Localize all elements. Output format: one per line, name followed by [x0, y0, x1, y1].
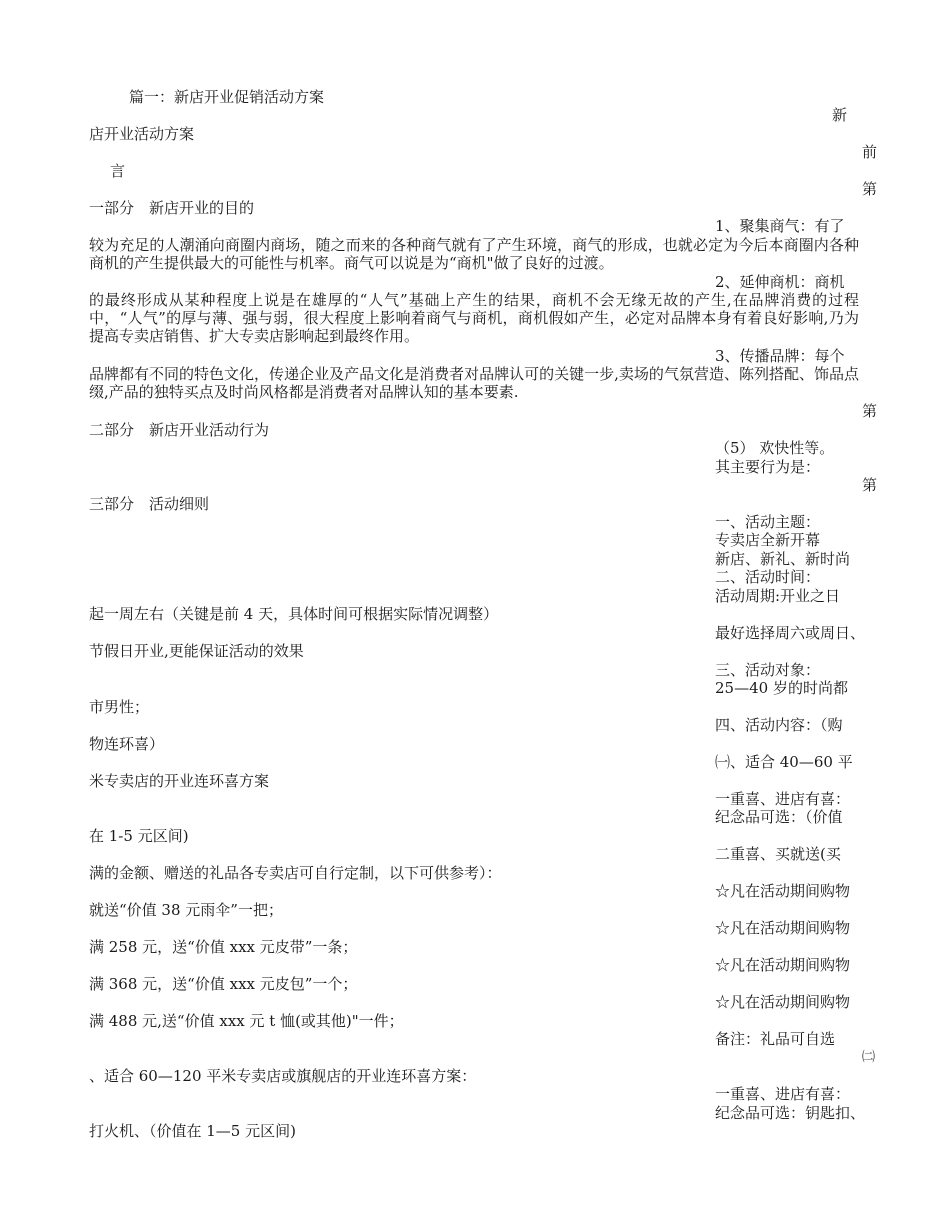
text-line: ☆凡在活动期间购物	[715, 882, 851, 900]
text-line: 新	[832, 106, 848, 124]
text-line: 前	[862, 143, 878, 161]
paragraph: 品牌都有不同的特色文化，传递企业及产品文化是消费者对品牌认可的关键一步,卖场的气氛营造、陈列搭配、饰品点缀,产品的独特买点及时尚风格都是消费者对品牌认知的基本要素.	[89, 365, 859, 401]
text-line: 三、活动对象：	[715, 661, 821, 679]
text-line: 市男性；	[89, 698, 150, 716]
section-heading: 一部分 新店开业的目的	[89, 199, 255, 217]
text-line: 物连环喜）	[89, 735, 165, 753]
text-line: ☆凡在活动期间购物	[715, 919, 851, 937]
text-line: 2、延伸商机：商机	[715, 273, 845, 291]
text-line: 打火机、（价值在 1—5 元区间)	[89, 1122, 296, 1140]
text-line: 店开业活动方案	[89, 125, 195, 143]
text-line: 、适合 60—120 平米专卖店或旗舰店的开业连环喜方案：	[89, 1067, 477, 1085]
text-line: 其主要行为是：	[715, 458, 821, 476]
text-line: ☆凡在活动期间购物	[715, 956, 851, 974]
text-line: 满 258 元，送“价值 xxx 元皮带”一条；	[89, 938, 358, 956]
text-line: 第	[862, 476, 878, 494]
text-line: 四、活动内容：（购	[715, 716, 843, 734]
text-line: 二重喜、买就送(买	[715, 845, 841, 863]
text-line: 专卖店全新开幕	[715, 531, 821, 549]
text-line: （5） 欢快性等。	[715, 439, 835, 457]
paragraph: 较为充足的人潮涌向商圈内商场，随之而来的各种商气就有了产生环境，商气的形成，也就必定为今后本商圈内各种商机的产生提供最大的可能性与机率。商气可以说是为“商机"做了良好的过渡。	[89, 236, 859, 272]
text-line: 满的金额、赠送的礼品各专卖店可自行定制，以下可供参考）：	[89, 864, 502, 882]
text-line: 25—40 岁的时尚都	[715, 679, 848, 697]
text-line: 第	[862, 402, 878, 420]
text-line: 1、聚集商气：有了	[715, 217, 845, 235]
section-heading: 三部分 活动细则	[89, 495, 210, 513]
text-line: 满 488 元,送“价值 xxx 元 t 恤(或其他)"一件；	[89, 1012, 404, 1030]
text-line: ㈡	[862, 1050, 876, 1065]
paragraph: 的最终形成从某种程度上说是在雄厚的“人气”基础上产生的结果，商机不会无缘无故的产生,在品牌消费的过程中，“人气”的厚与薄、强与弱，很大程度上影响着商气与商机，商机假如产生，必定对品牌本身有着良好影响,乃为提高专卖店销售、扩大专卖店影响起到最终作用。	[89, 291, 859, 345]
text-line: 一重喜、进店有喜：	[715, 1085, 851, 1103]
text-line: 新店、新礼、新时尚	[715, 550, 851, 568]
text-line: 第	[862, 180, 878, 198]
text-line: 最好选择周六或周日、	[715, 624, 866, 642]
text-line: 一重喜、进店有喜：	[715, 790, 851, 808]
text-line: ☆凡在活动期间购物	[715, 993, 851, 1011]
text-line: 备注：礼品可自选	[715, 1030, 836, 1048]
text-line: 起一周左右（关键是前 4 天，具体时间可根据实际情况调整）	[89, 605, 499, 623]
text-line: ㈠、适合 40—60 平	[715, 753, 853, 771]
text-line: 满 368 元，送“价值 xxx 元皮包”一个；	[89, 975, 358, 993]
text-line: 纪念品可选：钥匙扣、	[715, 1104, 866, 1122]
text-line: 节假日开业,更能保证活动的效果	[89, 642, 304, 660]
text-line: 二、活动时间：	[715, 568, 821, 586]
document-title: 篇一：新店开业促销活动方案	[129, 88, 325, 106]
text-line: 米专卖店的开业连环喜方案	[89, 772, 270, 790]
section-heading: 二部分 新店开业活动行为	[89, 421, 270, 439]
text-line: 言	[110, 162, 126, 180]
text-line: 活动周期:开业之日	[715, 587, 841, 605]
text-line: 在 1-5 元区间)	[89, 827, 189, 845]
text-line: 一、活动主题：	[715, 513, 821, 531]
text-line: 3、传播品牌：每个	[715, 347, 845, 365]
text-line: 纪念品可选：（价值	[715, 808, 843, 826]
text-line: 就送“价值 38 元雨伞”一把；	[89, 901, 283, 919]
